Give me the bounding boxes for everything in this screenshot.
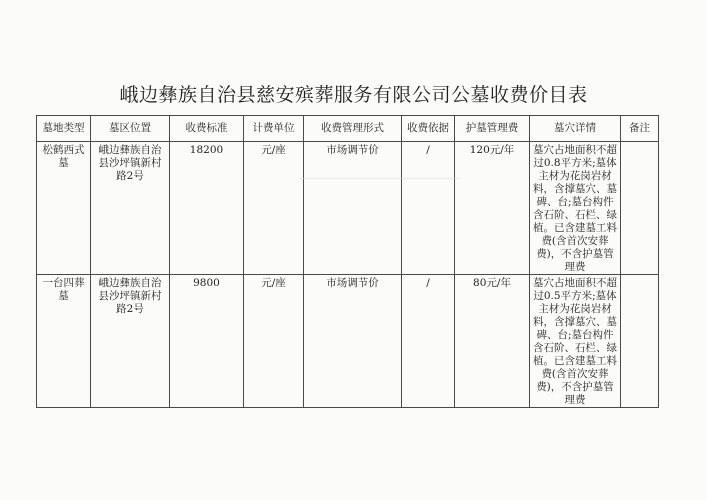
cell-basis: / <box>402 142 455 275</box>
header-cell: 墓穴详情 <box>530 116 621 142</box>
cell-unit: 元/座 <box>244 142 304 275</box>
header-cell: 收费标准 <box>170 116 244 142</box>
cell-remark <box>621 142 659 275</box>
cell-location: 峨边彝族自治县沙坪镇新村路2号 <box>91 275 170 408</box>
cell-fee: 80元/年 <box>455 275 530 408</box>
cell-mgmt: 市场调节价 <box>304 142 402 275</box>
cell-remark <box>621 275 659 408</box>
cell-unit: 元/座 <box>244 275 304 408</box>
table-row <box>37 142 659 275</box>
cell-location: 峨边彝族自治县沙坪镇新村路2号 <box>91 142 170 275</box>
fee-table <box>36 115 659 408</box>
page-title: 峨边彝族自治县慈安殡葬服务有限公司公墓收费价目表 <box>119 84 588 106</box>
header-cell: 收费依据 <box>402 116 455 142</box>
header-cell: 墓地类型 <box>37 116 91 142</box>
cell-mgmt: 市场调节价 <box>304 275 402 408</box>
header-cell: 计费单位 <box>244 116 304 142</box>
cell-price: 9800 <box>170 275 244 408</box>
cell-type: 一台四葬墓 <box>37 275 91 408</box>
header-cell: 护墓管理费 <box>455 116 530 142</box>
cell-type: 松鹤西式墓 <box>37 142 91 275</box>
scan-artifact <box>300 178 460 179</box>
cell-basis: / <box>402 275 455 408</box>
header-cell: 墓区位置 <box>91 116 170 142</box>
cell-details: 墓穴占地面积不超过0.5平方米;墓体主材为花岗岩材料，含撑墓穴、墓碑、台;墓台构件含石阶、石栏、绿植。已含建墓工料费(含首次安葬费)，不含护墓管理费 <box>530 275 621 408</box>
cell-fee: 120元/年 <box>455 142 530 275</box>
cell-price: 18200 <box>170 142 244 275</box>
header-row <box>37 116 659 142</box>
header-cell: 收费管理形式 <box>304 116 402 142</box>
table-row <box>37 275 659 408</box>
header-cell: 备注 <box>621 116 659 142</box>
cell-details: 墓穴占地面积不超过0.8平方米;墓体主材为花岗岩材料，含撑墓穴、墓碑、台;墓台构件含石阶、石栏、绿植。已含建墓工料费(含首次安葬费)，不含护墓管理费 <box>530 142 621 275</box>
